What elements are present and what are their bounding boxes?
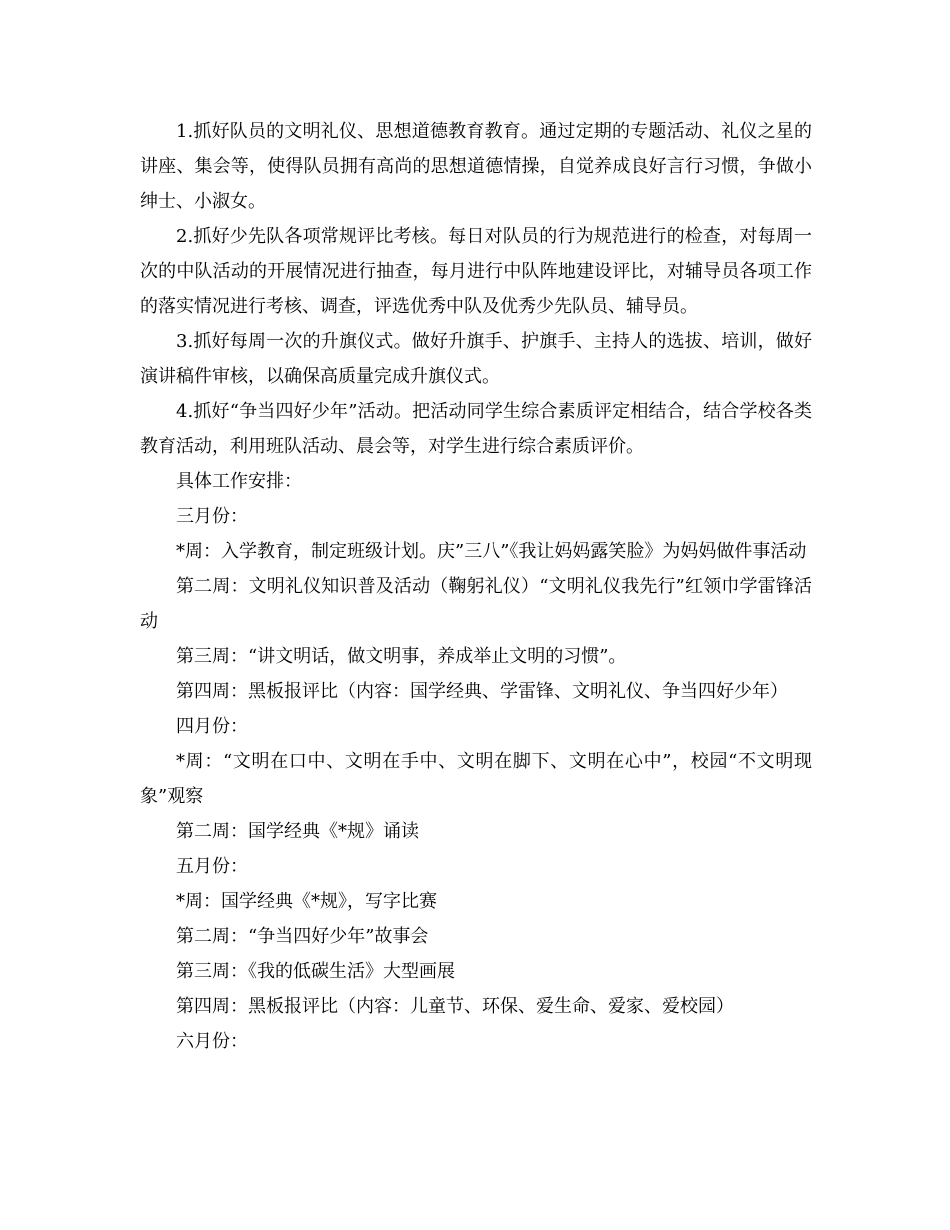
march-week-4: 第四周：黑板报评比（内容：国学经典、学雷锋、文明礼仪、争当四好少年） bbox=[176, 681, 788, 702]
paragraph-item-2: 2.抓好少先队各项常规评比考核。每日对队员的行为规范进行的检查，对每周一次的中队活动的开展情况进行抽查，每月进行中队阵地建设评比，对辅导员各项工作的落实情况进行考核、调查，评选优秀中队及优秀少先队员、辅导员。 bbox=[140, 226, 812, 317]
april-week-1: *周：“文明在口中、文明在手中、文明在脚下、文明在心中”，校园“不文明现象”观察 bbox=[140, 751, 812, 807]
may-week-2: 第二周：“争当四好少年”故事会 bbox=[176, 926, 429, 947]
month-march: 三月份： bbox=[176, 506, 248, 527]
schedule-heading: 具体工作安排： bbox=[176, 471, 302, 492]
may-week-3: 第三周：《我的低碳生活》大型画展 bbox=[176, 961, 455, 982]
month-april: 四月份： bbox=[176, 716, 248, 737]
month-may: 五月份： bbox=[176, 856, 248, 877]
march-week-2: 第二周：文明礼仪知识普及活动（鞠躬礼仪）“文明礼仪我先行”红领巾学雷锋活动 bbox=[140, 576, 812, 632]
document-body bbox=[140, 114, 812, 1059]
month-june: 六月份： bbox=[176, 1031, 248, 1052]
march-week-1: *周：入学教育，制定班级计划。庆”三八”《我让妈妈露笑脸》为妈妈做件事活动 bbox=[176, 541, 807, 562]
april-week-2: 第二周：国学经典《*规》诵读 bbox=[176, 821, 419, 842]
paragraph-item-4: 4.抓好“争当四好少年”活动。把活动同学生综合素质评定相结合，结合学校各类教育活动，利用班队活动、晨会等，对学生进行综合素质评价。 bbox=[140, 401, 812, 457]
paragraph-item-3: 3.抓好每周一次的升旗仪式。做好升旗手、护旗手、主持人的选拔、培训，做好演讲稿件审核，以确保高质量完成升旗仪式。 bbox=[140, 331, 812, 387]
paragraph-item-1: 1.抓好队员的文明礼仪、思想道德教育教育。通过定期的专题活动、礼仪之星的讲座、集会等，使得队员拥有高尚的思想道德情操，自觉养成良好言行习惯，争做小绅士、小淑女。 bbox=[140, 121, 812, 212]
may-week-1: *周：国学经典《*规》，写字比赛 bbox=[176, 891, 437, 912]
may-week-4: 第四周：黑板报评比（内容：儿童节、环保、爱生命、爱家、爱校园） bbox=[176, 996, 734, 1017]
march-week-3: 第三周：“讲文明话，做文明事，养成举止文明的习惯”。 bbox=[176, 646, 627, 667]
